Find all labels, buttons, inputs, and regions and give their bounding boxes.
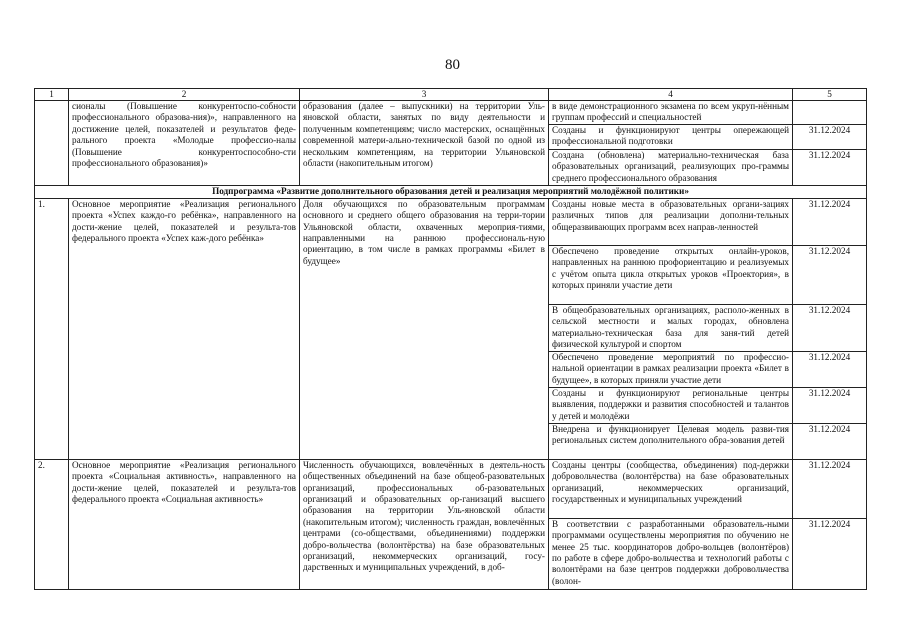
- table-row: [35, 101, 867, 125]
- date-cell: 31.12.2024: [793, 304, 867, 351]
- result-cell: В соответствии с разработанными образователь-ными программами осуществлены мероприятия по обучению не менее 25 тыс. координаторов добро-вольцев (волонтёров) по работе в сфере добро-вольчества и технологий работы с волонтёрами на базе центров поддержки добровольчества (волон-: [549, 518, 793, 589]
- column-header: 1: [35, 89, 69, 101]
- table-header-row: [35, 89, 867, 101]
- date-cell: 31.12.2024: [793, 459, 867, 518]
- event-cell: Основное мероприятие «Реализация регионального проекта «Социальная активность», направленного на дости-жение целей, показателей и результа-тов федерального проекта «Социальная активность»: [69, 459, 300, 589]
- program-table: [34, 88, 867, 590]
- date-cell: 31.12.2024: [793, 387, 867, 423]
- subprogram-row: [35, 185, 867, 198]
- column-header: 5: [793, 89, 867, 101]
- page-number: 80: [445, 57, 460, 73]
- result-cell: Внедрена и функционирует Целевая модель разви-тия региональных систем дополнительного обра-зования детей: [549, 423, 793, 459]
- result-cell: Созданы центры (сообщества, объединения) под-держки добровольчества (волонтёрства) на базе образовательных организаций, некоммерческих организаций, государственных и муниципальных учреждений: [549, 459, 793, 518]
- date-cell: 31.12.2024: [793, 198, 867, 245]
- result-cell: Созданы и функционируют региональные центры выявления, поддержки и развития способностей и талантов у детей и молодёжи: [549, 387, 793, 423]
- column-header: 3: [300, 89, 549, 101]
- row-number: 1.: [35, 198, 69, 459]
- date-cell: 31.12.2024: [793, 518, 867, 589]
- row-number: [35, 101, 69, 186]
- row-number: 2.: [35, 459, 69, 589]
- result-cell: в виде демонстрационного экзамена по всем укруп-нённым группам профессий и специальностей: [549, 101, 793, 125]
- result-cell: Созданы новые места в образовательных органи-зациях различных типов для реализации дополни-тельных общеразвивающих программ всех направ-ленностей: [549, 198, 793, 245]
- indicator-cell: Доля обучающихся по образовательным программам основного и среднего общего образования на терри-тории Ульяновской области, охваченных мероприя-тиями, направленными на раннюю профессиональ-ную ориентацию, в том числе в рамках программы «Билет в будущее»: [300, 198, 549, 459]
- date-cell: 31.12.2024: [793, 351, 867, 387]
- date-cell: 31.12.2024: [793, 423, 867, 459]
- column-header: 4: [549, 89, 793, 101]
- table-row: [35, 198, 867, 245]
- result-cell: В общеобразовательных организациях, располо-женных в сельской местности и малых городах, обновлена материально-техническая база для заня-тий детей физической культурой и спортом: [549, 304, 793, 351]
- result-cell: Созданы и функционируют центры опережающей профессиональной подготовки: [549, 124, 793, 149]
- date-cell: 31.12.2024: [793, 149, 867, 185]
- indicator-cell: образования (далее – выпускники) на территории Уль-яновской области, занятых по виду деятельности и полученным компетенциям; число мастерских, оснащённых современной матери-ально-технической базой по одной из нескольким компетенциям, на территории Ульяновской области (накопительным итогом): [300, 101, 549, 186]
- subprogram-title: Подпрограмма «Развитие дополнительного образования детей и реализация мероприятий молодёжной политики»: [35, 185, 867, 198]
- table-row: [35, 459, 867, 518]
- event-cell: Основное мероприятие «Реализация регионального проекта «Успех каждо-го ребёнка», направленного на дости-жение целей, показателей и результа-тов федерального проекта «Успех каж-дого ребёнка»: [69, 198, 300, 459]
- date-cell: [793, 101, 867, 125]
- result-cell: Создана (обновлена) материально-техническая база образовательных организаций, реализующих про-граммы среднего профессионального образования: [549, 149, 793, 185]
- date-cell: 31.12.2024: [793, 245, 867, 304]
- result-cell: Обеспечено проведение мероприятий по профессио-нальной ориентации в рамках реализации проекта «Билет в будущее», в которых приняли участие дети: [549, 351, 793, 387]
- column-header: 2: [69, 89, 300, 101]
- event-cell: сионалы (Повышение конкурентоспо-собности профессионального образова-ния)», направленного на достижение целей, показателей и результатов феде-рального проекта «Молодые профессио-налы (Повышение конкурентоспособно-сти профессионального образования)»: [69, 101, 300, 186]
- date-cell: 31.12.2024: [793, 124, 867, 149]
- indicator-cell: Численность обучающихся, вовлечённых в деятель-ность общественных объединений на базе общеоб-разовательных организаций, профессиональных об-разовательных организаций и образовательных ор-ганизаций высшего образования на территории Уль-яновской области (накопительным итогом); численность граждан, вовлечённых центрами (со-обществами, объединениями) поддержки добро-вольчества (волонтёрства) на базе образовательных организаций, некоммерческих организаций, госу-дарственных и муниципальных учреждений, в доб-: [300, 459, 549, 589]
- result-cell: Обеспечено проведение открытых онлайн-уроков, направленных на раннюю профориентацию и реализуемых с учётом опыта цикла открытых уроков «Проектория», в которых приняли участие дети: [549, 245, 793, 304]
